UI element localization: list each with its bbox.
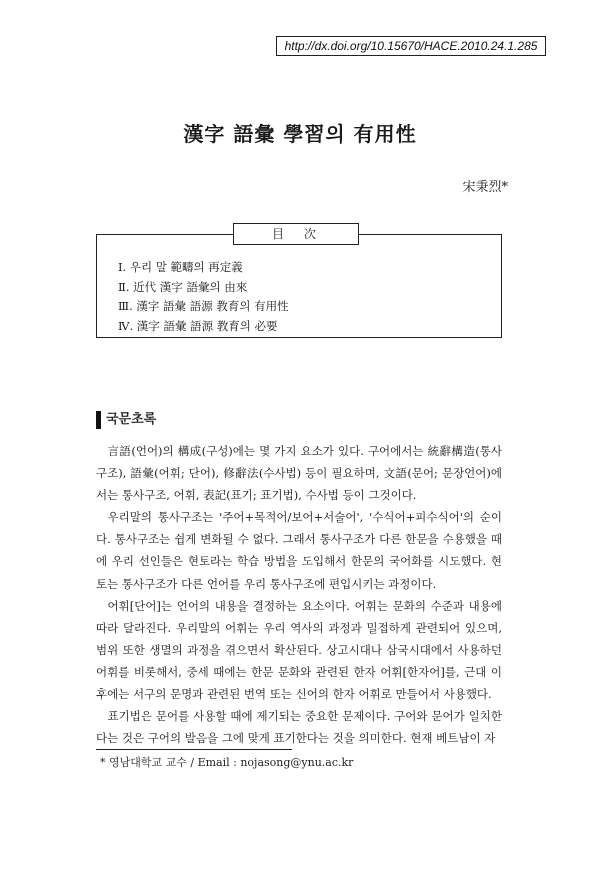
author-footnote: * 영남대학교 교수 / Email : nojasong@ynu.ac.kr xyxy=(100,756,354,769)
toc-item: Ⅳ. 漢字 語彙 語源 教育의 必要 xyxy=(118,318,278,333)
toc-item: Ⅱ. 近代 漢字 語彙의 由來 xyxy=(118,279,248,294)
author-name: 宋秉烈* xyxy=(462,180,508,195)
abstract-paragraph: 言語(언어)의 構成(구성)에는 몇 가지 요소가 있다. 구어에서는 統辭構造(통사구조), 語彙(어휘; 단어), 修辭法(수사법) 등이 필요하며, 文語(문어; 문장언어)에서는 통사구조, 어휘, 表記(표기; 표기법), 수사법 등이 그것이다. xyxy=(96,444,502,503)
abstract-body xyxy=(96,440,502,749)
toc-label: 目 次 xyxy=(233,223,359,245)
doi-link[interactable]: http://dx.doi.org/10.15670/HACE.2010.24.1.285 xyxy=(276,36,546,56)
toc-list xyxy=(118,258,289,336)
abstract-paragraph: 우리말의 통사구조는 '주어+목적어/보어+서술어', '수식어+피수식어'의 순이다. 통사구조는 쉽게 변화될 수 없다. 그래서 통사구조가 다른 한문을 수용했을 때에 우리 선인들은 현토라는 학습 방법을 도입해서 한문의 국어화를 시도했다. 현토는 통사구조가 다른 언어를 우리 통사구조에 편입시키는 과정이다. xyxy=(96,510,502,591)
toc-item: Ⅰ. 우리 말 範疇의 再定義 xyxy=(118,260,243,274)
abstract-paragraph: 어휘[단어]는 언어의 내용을 결정하는 요소이다. 어휘는 문화의 수준과 내용에 따라 달라진다. 우리말의 어휘는 우리 역사의 과정과 밀접하게 관련되어 있으며, 범위 또한 생멸의 과정을 겪으면서 확산된다. 상고시대나 삼국시대에서 사용하던 어휘를 비롯해서, 중세 때에는 한문 문화와 관련된 한자 어휘[한자어]를, 근대 이후에는 서구의 문명과 관련된 번역 또는 신어의 한자 어휘로 만들어서 사용했다. xyxy=(96,598,502,702)
toc-item: Ⅲ. 漢字 語彙 語源 教育의 有用性 xyxy=(118,299,289,313)
abstract-heading: 국문초록 xyxy=(96,411,156,429)
abstract-paragraph: 표기법은 문어를 사용할 때에 제기되는 중요한 문제이다. 구어와 문어가 일치한다는 것은 구어의 발음을 그에 맞게 표기한다는 것을 의미한다. 현재 베트남이 자 xyxy=(96,709,502,746)
footnote-divider xyxy=(96,749,292,750)
paper-title: 漢字 語彙 學習의 有用性 xyxy=(183,122,417,146)
